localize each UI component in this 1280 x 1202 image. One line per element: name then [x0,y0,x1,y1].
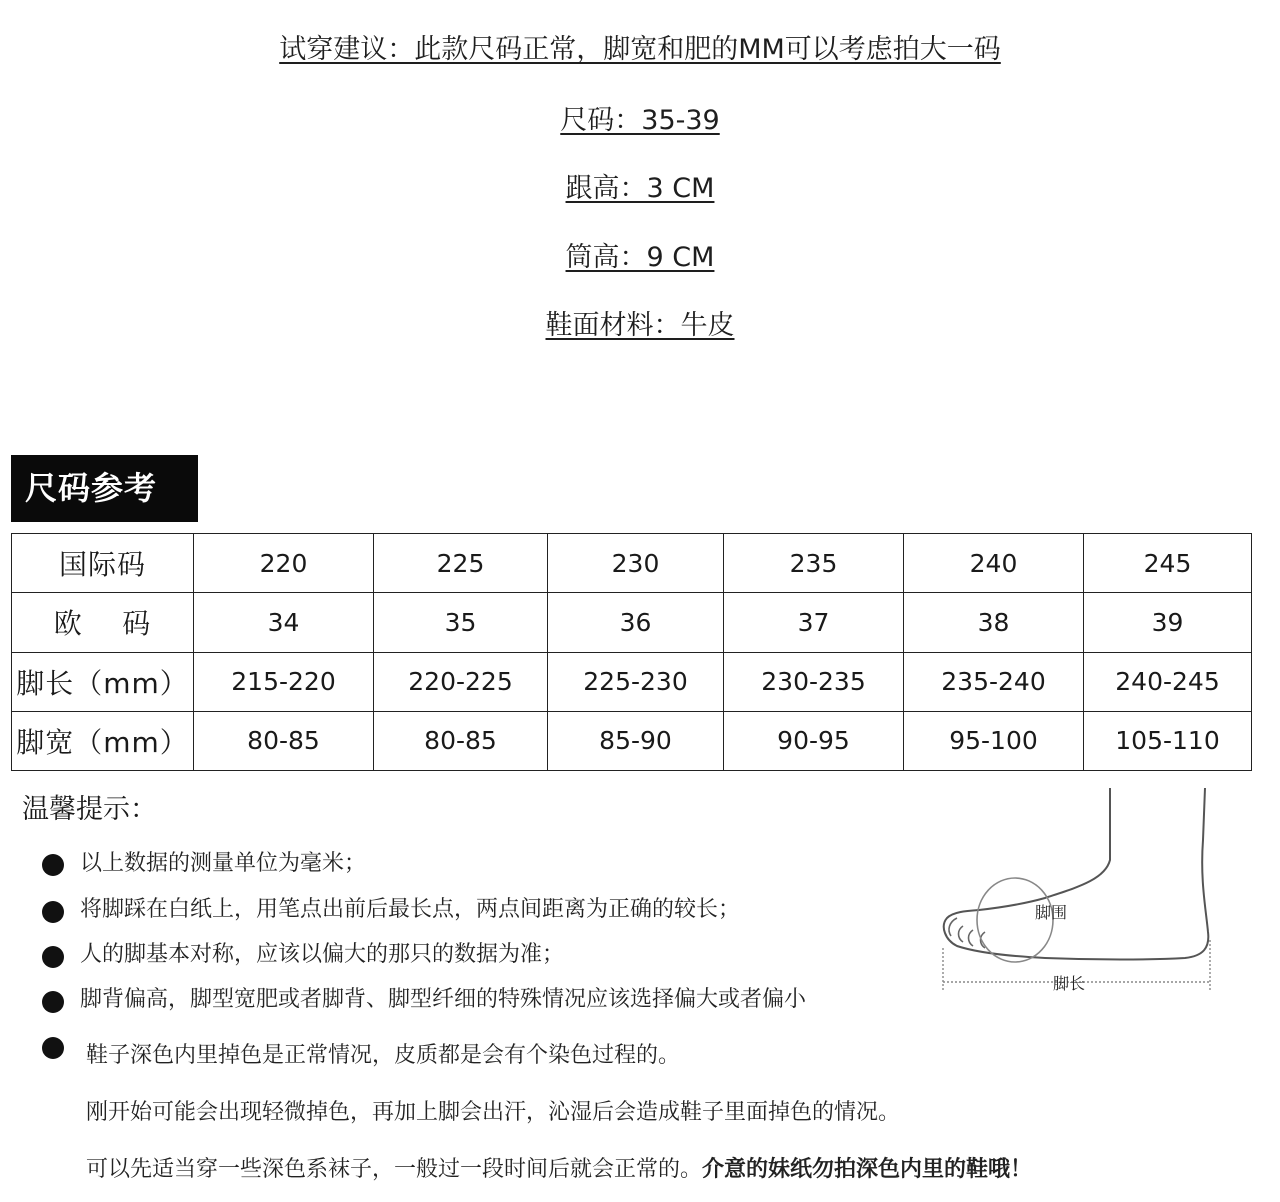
fit-advice [0,33,1280,67]
table-cell: 225 [374,534,548,593]
table-cell: 105-110 [1084,711,1252,770]
fit-advice-text: 试穿建议：此款尺码正常，脚宽和肥的MM可以考虑拍大一码 [279,34,1001,65]
table-cell: 235-240 [904,652,1084,711]
table-row [12,711,1252,770]
heel-height [0,172,1280,206]
foot-girth-label: 脚围 [1035,903,1068,922]
table-cell: 235 [724,534,904,593]
tip-text: 以上数据的测量单位为毫米； [80,851,367,876]
table-cell: 38 [904,593,1084,652]
bullet-icon [42,946,64,968]
bullet-icon [42,901,64,923]
size-table [11,533,1252,771]
bullet-icon [42,1037,64,1059]
foot-illustration [935,780,1225,995]
shaft-height-text: 筒高：9 CM [565,242,715,273]
tip-text: 人的脚基本对称，应该以偏大的那只的数据为准； [80,942,565,967]
upper-material-text: 鞋面材料：牛皮 [545,310,735,341]
size-range-text: 尺码：35-39 [560,105,720,136]
table-row [12,652,1252,711]
row-label-foot-length: 脚长（mm） [12,652,194,711]
table-cell: 85-90 [548,711,724,770]
table-cell: 240-245 [1084,652,1252,711]
size-reference-heading: 尺码参考 [11,455,198,522]
table-cell: 95-100 [904,711,1084,770]
table-cell: 215-220 [194,652,374,711]
upper-material [0,309,1280,343]
table-cell: 80-85 [374,711,548,770]
row-label-eu: 欧 码 [12,593,194,652]
tip-text: 鞋子深色内里掉色是正常情况，皮质都是会有个染色过程的。 [86,1043,681,1068]
bullet-icon [42,991,64,1013]
tip-normal-text: 可以先适当穿一些深色系袜子，一般过一段时间后就会正常的。 [86,1157,703,1182]
table-cell: 225-230 [548,652,724,711]
tip-text: 脚背偏高，脚型宽肥或者脚背、脚型纤细的特殊情况应该选择偏大或者偏小 [80,987,807,1012]
table-cell: 34 [194,593,374,652]
bullet-icon [42,854,64,876]
tip-text [86,1155,1032,1185]
tip-text: 刚开始可能会出现轻微掉色，再加上脚会出汗，沁湿后会造成鞋子里面掉色的情况。 [86,1100,901,1125]
table-cell: 36 [548,593,724,652]
table-cell: 230 [548,534,724,593]
foot-length-label: 脚长 [1053,974,1086,993]
table-cell: 80-85 [194,711,374,770]
foot-diagram [935,780,1225,995]
tip-strong-text: 介意的妹纸勿拍深色内里的鞋哦！ [702,1157,1033,1182]
table-row [12,534,1252,593]
heel-height-text: 跟高：3 CM [565,173,715,204]
row-label-intl: 国际码 [12,534,194,593]
table-cell: 90-95 [724,711,904,770]
table-cell: 35 [374,593,548,652]
size-range [0,104,1280,138]
row-label-foot-width: 脚宽（mm） [12,711,194,770]
table-cell: 220 [194,534,374,593]
table-cell: 245 [1084,534,1252,593]
table-cell: 240 [904,534,1084,593]
table-cell: 220-225 [374,652,548,711]
table-cell: 39 [1084,593,1252,652]
table-cell: 230-235 [724,652,904,711]
table-row [12,593,1252,652]
shaft-height [0,241,1280,275]
table-cell: 37 [724,593,904,652]
tips-title: 温馨提示： [22,794,157,825]
tip-text: 将脚踩在白纸上，用笔点出前后最长点，两点间距离为正确的较长； [80,897,741,922]
